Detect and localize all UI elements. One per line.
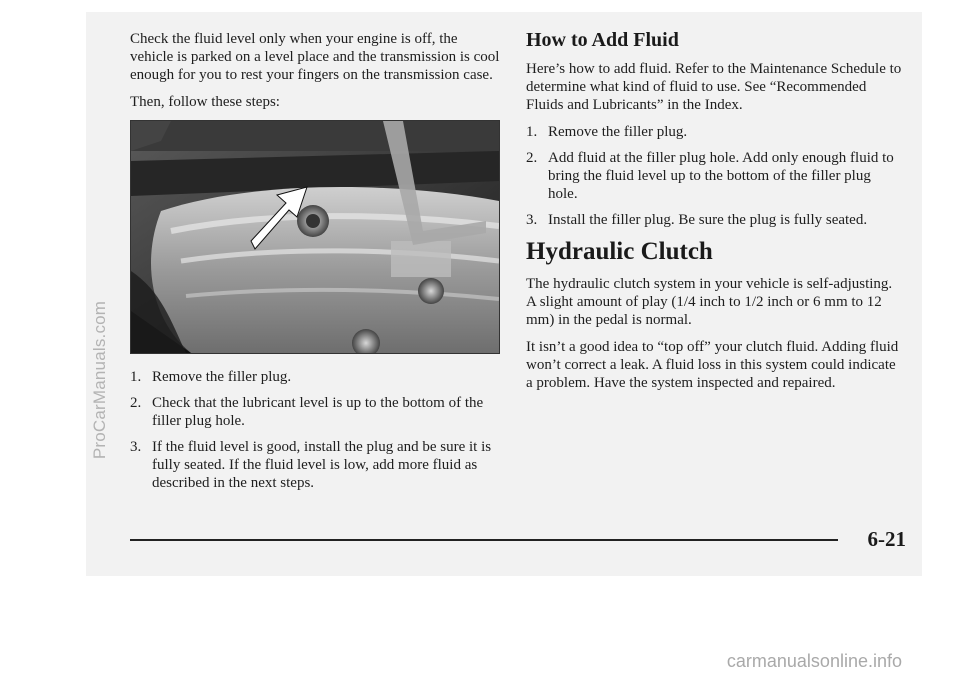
footer-rule xyxy=(130,539,838,541)
hydraulic-clutch-heading: Hydraulic Clutch xyxy=(526,238,713,265)
transmission-filler-plug-photo xyxy=(130,120,500,354)
step-text: Remove the filler plug. xyxy=(152,369,292,385)
add-fluid-heading: How to Add Fluid xyxy=(526,29,679,51)
step-number: 3. xyxy=(130,439,142,455)
page-number: 6-21 xyxy=(867,527,906,551)
step-text: Add fluid at the filler plug hole. Add only enough fluid to bring the fluid level up to the bottom of the filler plug hole. xyxy=(548,150,894,202)
bottom-watermark: carmanualsonline.info xyxy=(726,651,902,671)
list-item xyxy=(130,438,500,492)
left-column xyxy=(130,30,500,500)
step-text: Install the filler plug. Be sure the plug is fully seated. xyxy=(548,212,868,228)
right-column xyxy=(526,30,902,401)
list-item xyxy=(130,368,500,386)
step-number: 2. xyxy=(130,395,142,411)
list-item xyxy=(526,211,902,229)
clutch-paragraph-1: The hydraulic clutch system in your vehicle is self-adjusting. A slight amount of play (1/4 inch to 1/2 inch or 6 mm to 12 mm) in the pedal is normal. xyxy=(526,276,893,328)
add-fluid-intro: Here’s how to add fluid. Refer to the Maintenance Schedule to determine what kind of fluid to use. See “Recommended Fluids and Lubricants” in the Index. xyxy=(526,61,902,113)
steps-lead-in: Then, follow these steps: xyxy=(130,94,280,110)
list-item xyxy=(130,394,500,430)
add-fluid-steps xyxy=(526,123,902,229)
step-text: Remove the filler plug. xyxy=(548,124,688,140)
side-watermark: ProCarManuals.com xyxy=(90,300,109,460)
intro-paragraph: Check the fluid level only when your engine is off, the vehicle is parked on a level place and the transmission is cool enough for you to rest your fingers on the transmission case. xyxy=(130,31,500,83)
list-item xyxy=(526,123,902,141)
step-text: If the fluid level is good, install the plug and be sure it is fully seated. If the fluid level is low, add more fluid as described in the next steps. xyxy=(152,439,492,491)
clutch-paragraph-2: It isn’t a good idea to “top off” your clutch fluid. Adding fluid won’t correct a leak. A fluid loss in this system could indicate a problem. Have the system inspected and repaired. xyxy=(526,339,899,391)
step-number: 3. xyxy=(526,212,538,228)
step-number: 2. xyxy=(526,150,538,166)
step-number: 1. xyxy=(526,124,538,140)
step-text: Check that the lubricant level is up to the bottom of the filler plug hole. xyxy=(152,395,484,429)
transmission-photo-illustration xyxy=(131,121,499,353)
list-item xyxy=(526,149,902,203)
check-fluid-steps xyxy=(130,368,500,492)
step-number: 1. xyxy=(130,369,142,385)
